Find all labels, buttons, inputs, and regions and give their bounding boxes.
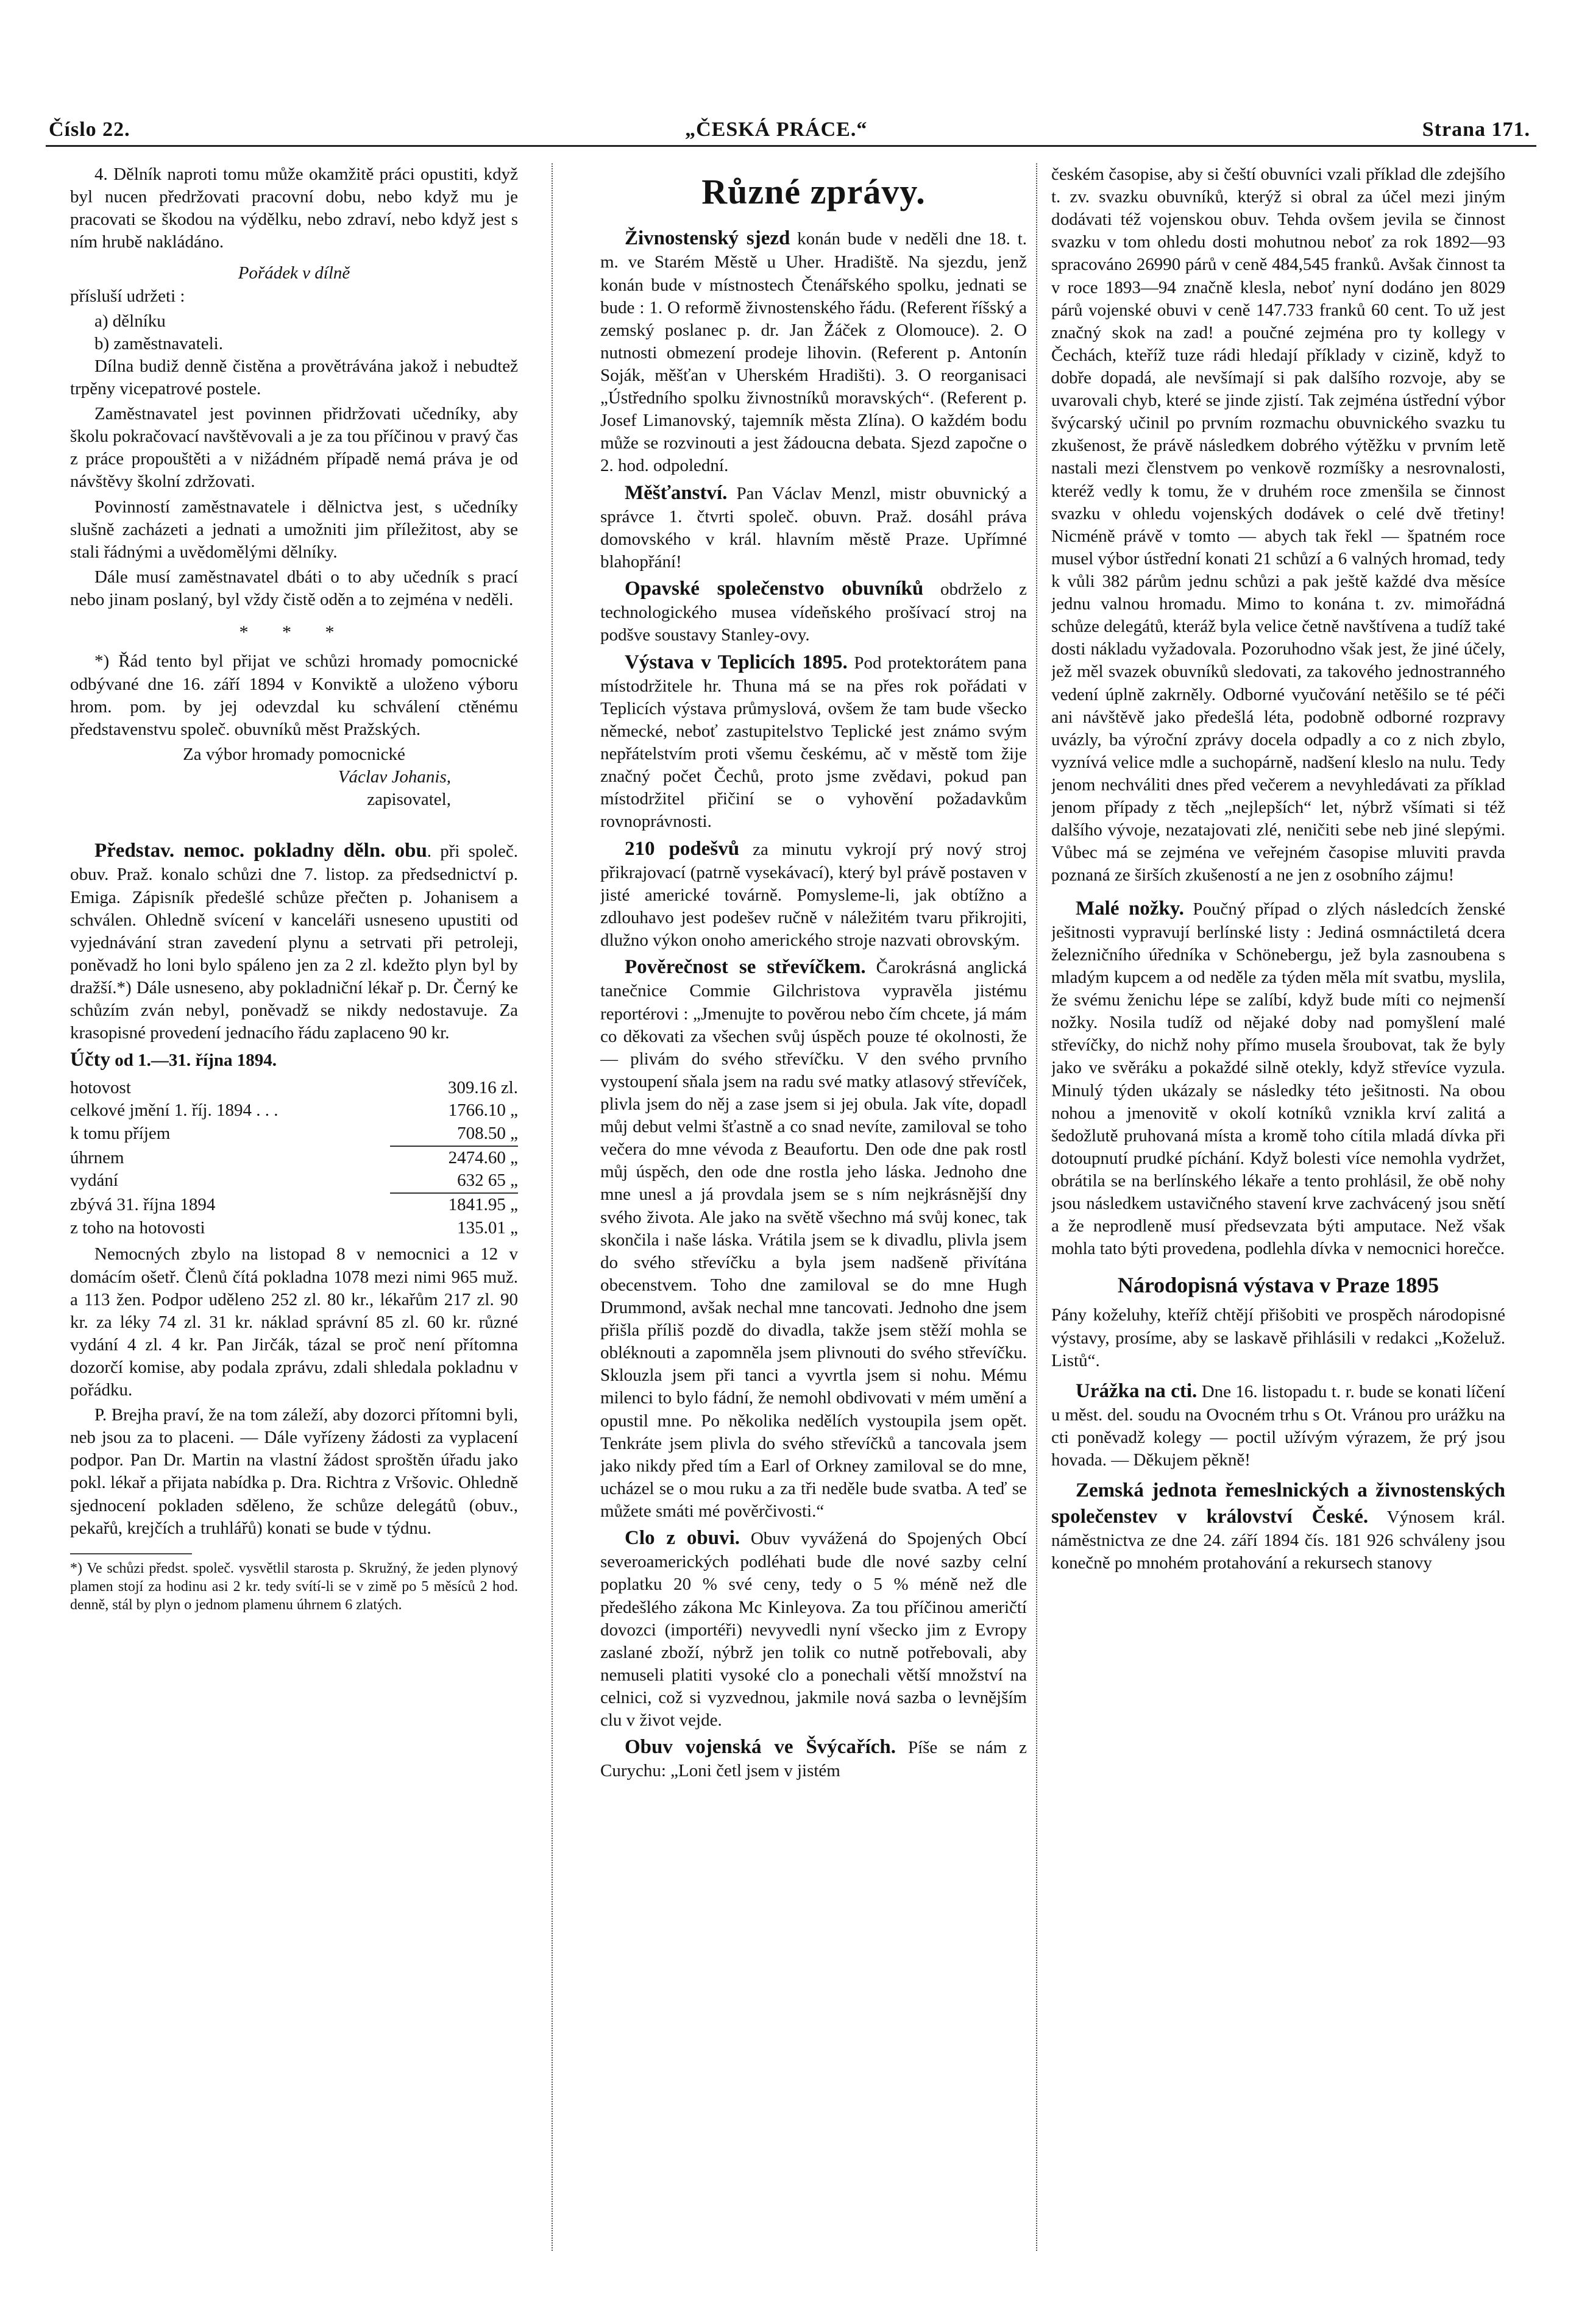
news-text: Výnosem král. náměstnictva ze dne 24. září 1894 čís. 181 926 schváleny jsou konečně po mnohém protahování a rekursech stanovy xyxy=(1051,1507,1505,1573)
article-paragraph: P. Brejha praví, že na tom záleží, aby dozorci přítomni byli, neb jsou za to placeni. — Dále vyřízeny žádosti za vyplacení podpor. Pan Dr. Martin na vlastní žádost sproštěn úřadu jako pokl. lékař a přijata nabídka p. Dra. Richtra z Vršovic. Ohledně sjednocení pokladen sděleno, že schůze delegátů (obuv., pekařů, krejčích a truhlářů) konati se bude v týdnu. xyxy=(70,1405,518,1538)
news-text: Pány koželuhy, kteříž chtějí přišobiti ve prospěch národopisné výstavy, prosíme, aby se laskavě přihlásili v redakci „Koželuž. Listů“. xyxy=(1051,1305,1505,1370)
signature-role: zapisovatel, xyxy=(367,790,451,810)
news-lead: Výstava v Teplicích 1895. xyxy=(625,651,848,673)
article-paragraph: Dílna budiž denně čistěna a provětrávána jakož i nebudtež trpěny vicepatrové postele. xyxy=(70,356,518,399)
news-item xyxy=(600,836,1027,952)
section-separator: * * * xyxy=(239,622,349,643)
news-item xyxy=(600,1734,1027,1782)
column-right xyxy=(1051,163,1505,2275)
news-item xyxy=(1051,896,1505,1261)
accounts-heading xyxy=(70,1047,518,1072)
article-paragraph xyxy=(70,838,518,1044)
news-item xyxy=(1051,1378,1505,1472)
ledger-label: hotovost xyxy=(70,1077,131,1097)
news-lead: Pověrečnost se střevíčkem. xyxy=(625,956,866,979)
accounts-period: od 1.—31. října 1894. xyxy=(115,1050,277,1071)
news-lead: Malé nožky. xyxy=(1076,897,1184,919)
column-middle xyxy=(600,163,1027,2275)
signature-name: Václav Johanis, xyxy=(338,767,451,787)
ledger-label: úhrnem xyxy=(70,1147,124,1167)
news-lead: Opavské společenstvo obuvníků xyxy=(625,578,924,600)
accounts-ledger xyxy=(70,1077,518,1240)
ledger-row xyxy=(70,1194,518,1217)
news-item xyxy=(1051,1478,1505,1575)
news-text: Čarokrásná anglická tanečnice Commie Gilchristova vypravěla jistému reportérovi : „Jmenujte to pověrou nebo čím chcete, já mám co děkovati za všechen svůj úspěch pouze té okolnosti, že — plivám do svého střevíčku. V den svého prvního vystoupení sňala jsem na radu své matky atlasový střevíček, plivla jsem do něj a zase jsem si jej obula. Jak víte, dopadl můj debut velmi šťastně a co snad nevíte, zamiloval se toho večera do mne vévoda z Beaufortu. Den ode dne pak rostl můj úspěch, den ode dne rostla jeho láska. Jednoho dne mne unesl a já provdala jsem se s ním nejkrásnější dny svého života. Ale jako na světě všechno má svůj konec, tak skončila i naše láska. Vrátila jsem se k divadlu, plivla jsem do svého střevíčku a byla jsem nadšeně přivítána obecenstvem. Toho dne zamiloval se do mne Hugh Drummond, avšak nechal mne tancovati. Jednoho dne jsem přišla příliš pozdě do divadla, takže jsem stěží mohla se obléknouti a zapomněla jsem plivnouti do svého střevíčku. Sklouzla jsem při tanci a vyvrtla jsem si nohu. Mému milenci to bylo fádní, že nemohl obdivovati v mém umění a opustil mne. Po několika nedělích vystoupila jsem opět. Tenkráte jsem plivla do svého střevíčků a tancovala jsem jako nikdy před tím a Earl of Orkney zamiloval se do mne, ucházel se o mou ruku a za tři neděle bude svatba. A teď se můžete smáti mé pověrčivosti.“ xyxy=(600,958,1027,1521)
article-paragraph: 4. Dělník naproti tomu může okamžitě práci opustiti, když byl nucen předržovati pracovní dobu, nebo když mu je pracovati se škodou na výdělku, nebo zdraví, nebo když jest s ním hrubě nakládáno. xyxy=(70,165,518,252)
article-paragraph: Dále musí zaměstnavatel dbáti o to aby učedník s prací nebo jinam poslaný, byl vždy čistě oděn a to zejména v neděli. xyxy=(70,567,518,609)
column-divider xyxy=(1036,163,1037,2251)
news-text: Pod protektorátem pana místodržitele hr. Thuna má se na přes rok pořádati v Teplicích výstava průmyslová, ovšem že tam bude všecko německé, neboť zastupitelstvo Teplické jest známo svým nepřátelstvím proti všemu českému, ač v městě tom žije značný počet Čechů, proto jsme zvědavi, pokud pan místodržitel přičiní se o vyhovění požadavkům rovnoprávnosti. xyxy=(600,653,1027,832)
news-text: Dne 16. listopadu t. r. bude se konati líčení u měst. del. soudu na Ovocném trhu s Ot. Vránou pro urážku na cti poněvadž kolegy — poctil užívým výrazem, že prý jsou hovada. — Děkujem pěkně! xyxy=(1051,1381,1505,1470)
ledger-label: zbývá 31. října 1894 xyxy=(70,1195,216,1215)
list-item: b) zaměstnavateli. xyxy=(94,333,223,353)
news-lead: Clo z obuvi. xyxy=(625,1527,740,1550)
article-paragraph: Povinností zaměstnavatele i dělnictva jest, s učedníky slušně zacházeti a jednati a umožniti jim příležitost, aby se stali řádnými a uvědomělými dělníky. xyxy=(70,497,518,562)
article-paragraph: Zaměstnavatel jest povinnen přidržovati učedníky, aby školu pokračovací navštěvovali a je za tou příčinou v pravý čas z práce propouštěti a v nižádném případě nemá práva je od návštěvy školní zdržovati. xyxy=(70,404,518,492)
news-lead: 210 podešvů xyxy=(625,837,740,860)
article-paragraph: přísluší udržeti : xyxy=(70,286,185,306)
issue-number: Číslo 22. xyxy=(49,118,130,141)
news-lead: Zemská jednota řemeslnických a živnostenských společenstev v království České. xyxy=(1051,1479,1505,1528)
ledger-amount: 2474.60 „ xyxy=(448,1147,518,1167)
ledger-amount: 1766.10 „ xyxy=(448,1100,518,1121)
news-item xyxy=(600,576,1027,647)
article-paragraph: Nemocných zbylo na listopad 8 v nemocnici a 12 v domácím ošetř. Členů čítá pokladna 1078 mezi nimi 965 muž. a 113 žen. Podpor uděleno 252 zl. 80 kr., lékařům 217 zl. 90 kr. za léky 74 zl. 31 kr. náklad správní 85 zl. 60 kr. různé vydání 4 zl. 4 kr. Pan Jirčák, tázal se proč není přítomna dozorčí komise, aby podala zprávu, zdali shledala pokladnu v pořádku. xyxy=(70,1244,518,1400)
ledger-label: z toho na hotovosti xyxy=(70,1217,205,1238)
article-paragraph: českém časopise, aby si čeští obuvníci vzali příklad dle zdejšího t. zv. svazku obuvníků, kterýž si obral za účel mezi jiným dodávati též vojenskou obuv. Tehda ovšem jevila se činnost svazku v tom ohledu dosti mohutnou neboť za rok 1892—93 spracováno 26990 párů v ceně 484,545 franků. Avšak činnost ta v roce 1893—94 značně klesla, neboť nyní dodáno jen 8029 párů vojenské obuvi v ceně 147.733 franků 60 cent. To už jest značný skok na zad! a poučné zejména pro ty kollegy v Čechách, kteříž tuze rádi hledají příklady v cizině, když to dobře dopadá, ale nevšímají si pak dalšího rozvoje, aby se uvarovali chyb, které se jinde zjistí. Tak zejména ústřední výbor švýcarský učinil po prvním rozmachu obuvnického svazku tu zkušenost, že právě následkem dobrého výtěžku v prvním letě nastali mezi členstvem po venkově rozmíšky a nesrovnalosti, kteréž vedly k tomu, že v druhém roce zmenšila se činnost svazku v ohledu vojenských dodávek o celé dvě třetiny! Nicméně právě v tomto — abych tak řekl — špatném roce musel výbor ústřední konati 21 schůzí a 6 valných hromad, tedy k vůli 382 párům jednu schůzi a pak ještě každé dva měsíce jednu valnou hromadu. Mimo to konána t. zv. mimořádná schůze delegátů, kteráž byla velice četně navštívena a tudíž také dosti nákladu vyžadovala. Pozoruhodno však jest, že jiné účely, jež měl svazek obuvníků sledovati, za takového jednostranného vedení úplně zakrněly. Odborné vyučování netěšilo se té péči ani návštěvě jako předešlá léta, podobně odborné rozpravy uvázly, ba výroční zprávy docela odpadly a co z nich zbylo, vyznívá velice mdle a suchopárně, nadšení kleslo na nulu. Tedy jenom nechváliti dnes před večerem a nevyhledávati za příklad jenom případy z těch „nejlepších“ let, nýbrž všímati si též dalšího vývoje, nezatajovati zlé, neničiti sebe neb jiné slepými. Vůbec má se zejména ve veřejném časopise mluviti pravda poznaná ze širších zkušeností a ne jen z osobního zájmu! xyxy=(1051,165,1505,885)
footnote: *) Ve schůzi předst. společ. vysvětlil starosta p. Skružný, že jeden plynový plamen stojí za hodinu asi 2 kr. tedy svítí-li se v zimě po 5 měsíců 2 hod. denně, stál by plyn o jednom plamenu úhrnem 6 zlatých. xyxy=(70,1560,518,1613)
news-text: konán bude v neděli dne 18. t. m. ve Starém Městě u Uher. Hradiště. Na sjezdu, jenž konán bude v místnostech Čtenářského spolku, jednati se bude : 1. O reformě živnostenského řádu. (Referent říšský a zemský poslanec p. dr. Jan Žáček z Olomouce). 2. O nutnosti obmezení prodeje lihovin. (Referent p. Antonín Soják, měšťan v Uherském Hradišti). 3. O reorganisaci „Ústředního spolku živnostníků moravských“. (Referent p. Josef Limanovský, tajemník města Zlína). O každém bodu může se rozvinouti a jest žádoucna debata. Sjezd započne o 2. hod. odpolední. xyxy=(600,229,1027,476)
news-heading: Národopisná výstava v Praze 1895 xyxy=(1117,1273,1439,1298)
column-left xyxy=(70,163,518,2275)
ledger-amount: 309.16 zl. xyxy=(447,1077,518,1097)
subheading: Pořádek v dílně xyxy=(238,263,350,283)
section-title: Různé zprávy. xyxy=(701,172,926,211)
news-item xyxy=(600,480,1027,574)
ledger-row xyxy=(70,1147,518,1170)
ledger-amount: 708.50 „ xyxy=(390,1122,518,1147)
signature-line: Za výbor hromady pomocnické xyxy=(183,744,405,764)
article-paragraph: *) Řád tento byl přijat ve schůzi hromady pomocnické odbývané dne 16. září 1894 v Konviktě a uloženo výboru hrom. pom. by jej odevzdal ku schválení ctěnému představenstvu společ. obuvníků měst Pražských. xyxy=(70,651,518,739)
ledger-row xyxy=(70,1099,518,1122)
list-item: a) dělníku xyxy=(94,311,166,331)
page-number: Strana 171. xyxy=(1422,118,1530,141)
running-head xyxy=(49,105,1530,141)
news-text: obdrželo z technologického musea vídeňského prošívací stroj na podšve soustavy Stanley-ovy. xyxy=(600,579,1027,645)
ledger-label: k tomu příjem xyxy=(70,1123,171,1143)
news-text: Obuv vyvážená do Spojených Obcí severoamerických podléhati bude dle nové sazby celní poplatku 20 % své ceny, tedy o 5 % méně než dle předešlého zákona Mc Kinleyova. Za tou příčinou američtí dovozci (importéři) nevyvedli nyní všecko jim z Evropy zaslané zboží, nýbrž jen tolik co nutně potřebovali, aby nemuseli platiti vysoké clo a ponechali větší množství na celnici, což si vyzvednou, jakmile nová sazba o levnějším clu v život vejde. xyxy=(600,1529,1027,1731)
news-lead: Obuv vojenská ve Švýcařích. xyxy=(625,1736,896,1759)
column-divider xyxy=(552,163,553,2251)
news-item xyxy=(600,650,1027,834)
news-item xyxy=(600,954,1027,1523)
article-lead: Účty xyxy=(70,1049,110,1071)
ledger-amount: 1841.95 „ xyxy=(448,1195,518,1215)
news-lead: Měšťanství. xyxy=(625,481,728,504)
ledger-row xyxy=(70,1217,518,1240)
ledger-label: celkové jmění 1. říj. 1894 . . . xyxy=(70,1100,279,1121)
news-item xyxy=(600,225,1027,477)
news-lead: Urážka na cti. xyxy=(1076,1380,1198,1402)
news-text: Píše se nám z Curychu: „Loni četl jsem v jistém xyxy=(600,1738,1027,1781)
news-text: za minutu vykrojí prý nový stroj přikrajovací (patrně vysekávací), který byl právě postaven v jisté americké továrně. Pomysleme-li, jak obtížno a zdlouhavo jest podešev ručně v náležitém tvaru přikrojiti, dlužno výkon onoho amerického stroje nazvati obrovským. xyxy=(600,839,1027,951)
news-lead: Živnostenský sjezd xyxy=(625,227,790,250)
ledger-row xyxy=(70,1169,518,1194)
article-text: . při společ. obuv. Praž. konalo schůzi dne 7. listop. za předsednictví p. Emiga. Zápisník předešlé schůze přečten p. Johanisem a schválen. Ohledně svícení v kanceláři usneseno upustiti od vyjednávání stran zavedení plynu a setrvati při petroleji, poněvadž ho loni bylo spáleno jen za 2 zl. kdežto plyn byl by dražší.*) Dále usneseno, aby pokladniční lékař p. Dr. Černý ke schůzím zván nebyl, poněvadž se nikdy nedostavuje. Za krasopisné provedení jednacího řádu zaplaceno 90 kr. xyxy=(70,841,518,1043)
ledger-amount: 135.01 „ xyxy=(457,1217,518,1238)
news-item xyxy=(600,1525,1027,1732)
header-rule xyxy=(46,145,1536,147)
news-text: Poučný případ o zlých následcích ženské ješitnosti vypravují berlínské listy : Jediná osmnáctiletá dcera železničního úředníka v Schönebergu, jež byla zasnoubena s mladým kupcem a od neděle za týden měla mít svatbu, myslila, že svému ženichu lépe se zalíbí, když bude míti co nejmenší nožky. Nosila tudíž od nějaké doby nad pomyšlení malé střevíčky, do nichž nohy přímo musela šroubovat, tak že byly jako ve svěráku a pokaždé silně otekly, když střevíce vyzula. Minulý týden ukázaly se následky této ješitnosti. Na obou nohou a jmenovitě v okolí kotníků vznikla krví zalitá a šedožlutě pruhovaná místa a kromě toho cítila mladá dívka při dotoupnutí prudké píchání. Když bolesti více nemohla vydržet, obrátila se na berlínského lékaře a tento prohlásil, že obě nohy jsou následkem ustavičného stavení krve zachvácený jsou snětí a že neprodleně musí předsevzata býti amputace. Než však mohla tato býti provedena, podlehla dívka v nemocnici horečce. xyxy=(1051,899,1505,1259)
ledger-row xyxy=(70,1122,518,1147)
article-lead: Představ. nemoc. pokladny děln. obu xyxy=(94,840,427,862)
ledger-row xyxy=(70,1077,518,1100)
journal-title: „ČESKÁ PRÁCE.“ xyxy=(685,118,868,141)
footnote-rule xyxy=(70,1553,192,1554)
ledger-amount: 632 65 „ xyxy=(390,1169,518,1194)
ledger-label: vydání xyxy=(70,1171,118,1191)
news-text: Pan Václav Menzl, mistr obuvnický a správce 1. čtvrti společ. obuvn. Praž. dosáhl práva domovského v král. hlavním městě Praze. Upřímné blahopřání! xyxy=(600,483,1027,572)
